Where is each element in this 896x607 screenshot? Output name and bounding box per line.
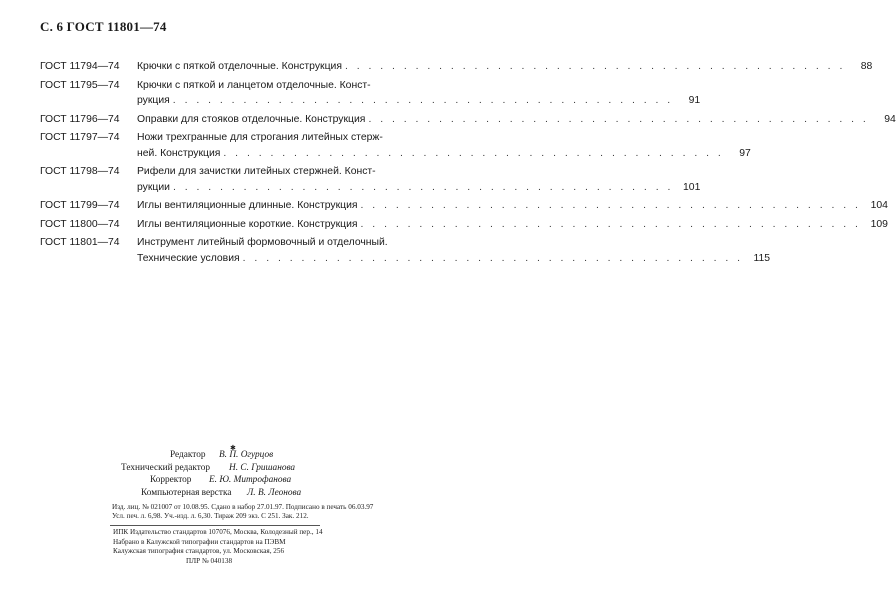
- credit-name: Н. С. Гришанова: [229, 462, 296, 473]
- toc-standard-code: ГОСТ 11794—74: [40, 61, 120, 72]
- toc-title-line: [137, 146, 751, 162]
- toc-entry: [40, 112, 896, 128]
- publisher-line: ИПК Издательство стандартов 107076, Москва, Колодезный пер., 14: [113, 528, 323, 536]
- toc-page-number: 104: [870, 200, 888, 211]
- toc-title-line: [137, 164, 700, 180]
- toc-entry: [40, 164, 701, 195]
- credits-block: [0, 449, 422, 499]
- credit-name: Л. В. Леонова: [247, 487, 302, 498]
- toc-title: [137, 59, 872, 75]
- toc-title-text: Иглы вентиляционные длинные. Конструкция: [137, 200, 358, 211]
- toc-standard-code: ГОСТ 11801—74: [40, 237, 120, 248]
- publisher-line: Набрано в Калужской типографии стандартов на ПЭВМ: [113, 537, 286, 546]
- toc-leader-dots: [361, 217, 861, 233]
- toc-page-number: 94: [884, 113, 896, 125]
- credit-role: Корректор: [150, 475, 192, 485]
- toc-title-line: [137, 93, 700, 109]
- toc-title-text: ней. Конструкция: [137, 147, 221, 159]
- toc-title-line: [137, 130, 751, 146]
- toc-title: [137, 130, 751, 161]
- toc-standard-code: ГОСТ 11796—74: [40, 113, 120, 125]
- toc-title-line: [137, 78, 700, 94]
- credit-layout: [0, 487, 422, 500]
- toc-leader-dots: [173, 180, 673, 196]
- toc-title-line: [137, 198, 888, 214]
- toc-standard-code: ГОСТ 11800—74: [40, 218, 120, 230]
- publisher-line: ПЛР № 040138: [186, 556, 233, 565]
- toc-title-line: [137, 251, 770, 267]
- toc-leader-dots: [368, 112, 868, 128]
- credit-name: Е. Ю. Митрофанова: [209, 475, 292, 485]
- imprint-line: Изд. лиц. № 021007 от 10.08.95. Сдано в набор 27.01.97. Подписано в печать 06.03.97: [112, 503, 374, 511]
- divider: [110, 525, 320, 526]
- page-header: С. 6 ГОСТ 11801—74: [40, 19, 167, 34]
- toc-leader-dots: [345, 59, 845, 75]
- toc-page-number: 97: [739, 147, 751, 159]
- toc-title: [137, 198, 888, 214]
- toc-title: [137, 217, 888, 233]
- toc-title: [137, 112, 896, 128]
- credit-editor: [0, 449, 422, 462]
- toc-standard-code: ГОСТ 11798—74: [40, 166, 120, 177]
- toc-title-text: Рифели для зачистки литейных стержней. Конст-: [137, 166, 376, 177]
- toc-entry: [40, 235, 771, 266]
- toc-leader-dots: [361, 198, 861, 214]
- toc-title: [137, 235, 770, 266]
- toc-title: [137, 164, 700, 195]
- toc-entry: [40, 198, 888, 214]
- asterisk-mark: ✱: [230, 444, 236, 452]
- toc-title-line: [137, 235, 770, 251]
- toc-page-number: 88: [860, 61, 873, 72]
- credit-tech-editor: [0, 462, 422, 475]
- credit-corrector: [0, 474, 422, 487]
- credit-role: Компьютерная верстка: [141, 487, 232, 498]
- toc-title-text: Иглы вентиляционные короткие. Конструкция: [137, 218, 358, 230]
- publisher-line: Калужская типография стандартов, ул. Московская, 256: [113, 547, 285, 555]
- toc-page-number: 91: [688, 95, 701, 106]
- toc-page-number: 101: [683, 181, 701, 193]
- toc-leader-dots: [243, 251, 743, 267]
- toc-title-line: [137, 59, 872, 75]
- credit-role: Технический редактор: [121, 462, 211, 473]
- toc-entry: [40, 59, 873, 75]
- toc-title: [137, 78, 700, 109]
- toc-title-text: Крючки с пяткой отделочные. Конструкция: [137, 61, 342, 72]
- toc-standard-code: ГОСТ 11795—74: [40, 79, 120, 91]
- toc-title-text: Оправки для стояков отделочные. Конструкция: [137, 113, 366, 125]
- credit-role: Редактор: [170, 450, 206, 460]
- toc-page-number: 109: [870, 218, 888, 230]
- toc-title-text: Крючки с пяткой и ланцетом отделочные. Конст-: [137, 79, 371, 91]
- toc-title-line: [137, 217, 888, 233]
- toc-leader-dots: [173, 93, 673, 109]
- toc-entry: [40, 78, 701, 109]
- toc-title-text: рукция: [137, 95, 170, 106]
- toc-leader-dots: [223, 146, 723, 162]
- toc-title-text: Ножи трехгранные для строгания литейных стерж-: [137, 132, 383, 143]
- toc-title-text: рукции: [137, 181, 170, 193]
- toc-standard-code: ГОСТ 11799—74: [40, 200, 120, 211]
- toc-title-line: [137, 180, 700, 196]
- toc-entry: [40, 217, 888, 233]
- toc-title-text: Инструмент литейный формовочный и отделочный.: [137, 237, 388, 248]
- toc-page-number: 115: [753, 252, 771, 264]
- toc-standard-code: ГОСТ 11797—74: [40, 132, 120, 143]
- credit-name: В. П. Огурцов: [219, 450, 274, 460]
- toc-entry: [40, 130, 751, 161]
- table-of-contents: [40, 59, 896, 266]
- toc-title-text: Технические условия: [137, 252, 240, 264]
- toc-title-line: [137, 112, 896, 128]
- imprint-line: Усл. печ. л. 6,98. Уч.-изд. л. 6,30. Тираж 209 экз. С 251. Зак. 212.: [112, 512, 309, 520]
